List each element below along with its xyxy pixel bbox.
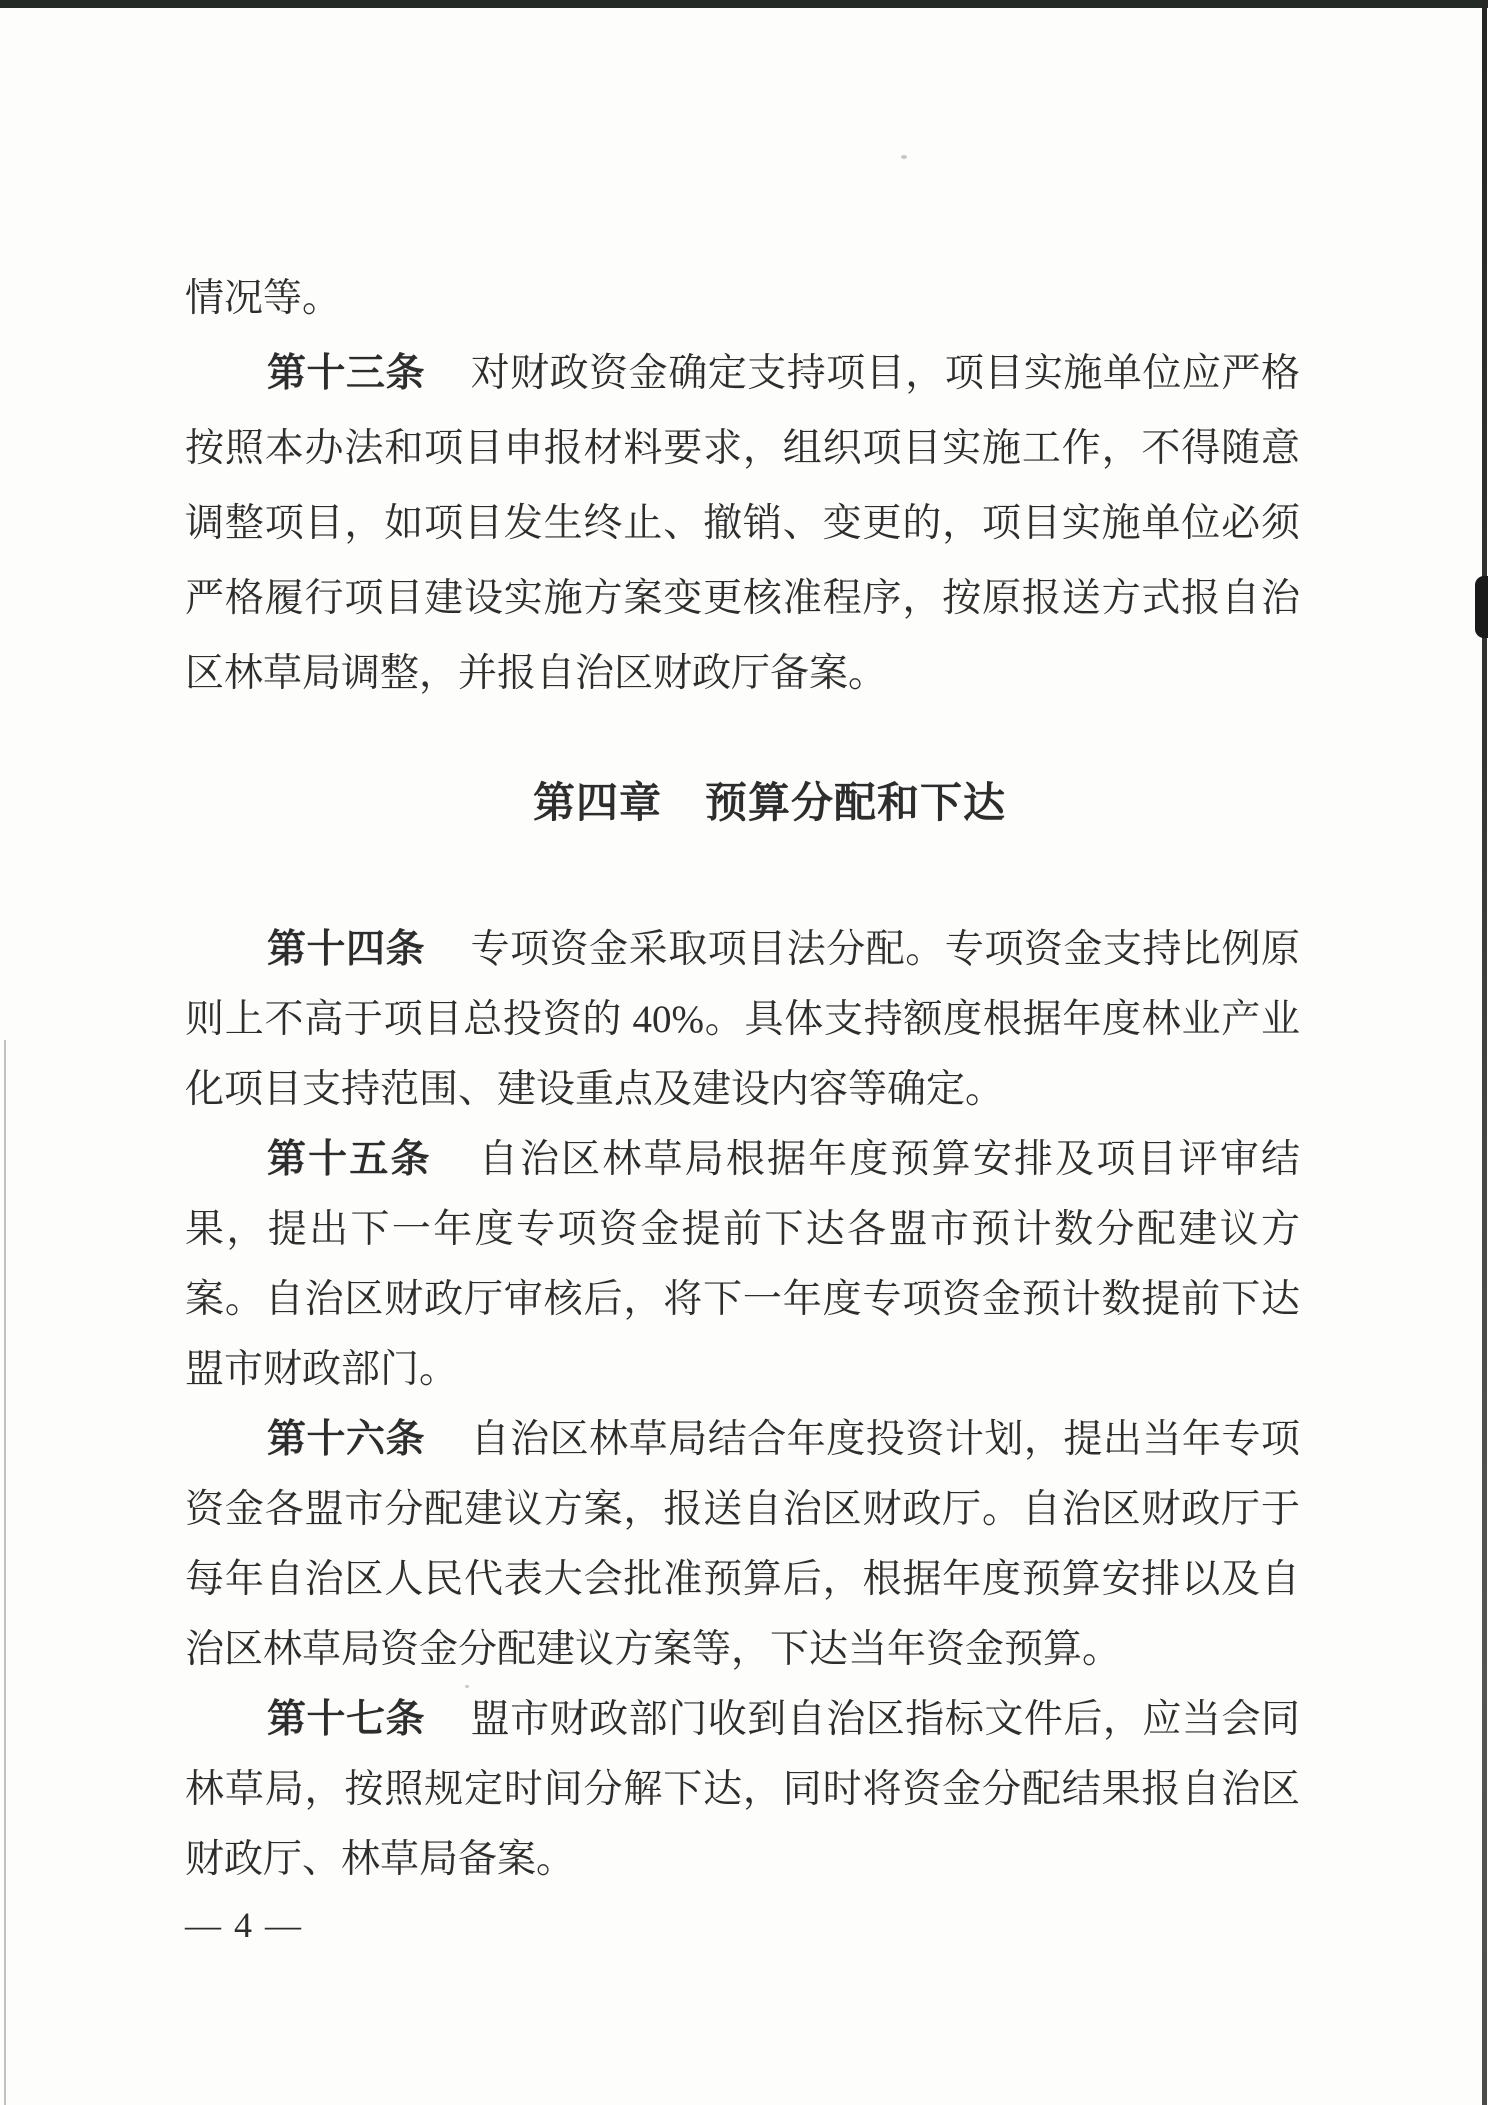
article-16-line-2: 资金各盟市分配建议方案，报送自治区财政厅。自治区财政厅于 [185, 1488, 1300, 1531]
article-14-line-1 [185, 915, 1300, 985]
article-13-line-1 [185, 336, 1300, 411]
scan-speck [901, 155, 907, 159]
article-17-line-1 [185, 1685, 1300, 1755]
article-17-first-text: 盟市财政部门收到自治区指标文件后，应当会同 [470, 1698, 1300, 1741]
article-16-line-4: 治区林草局资金分配建议方案等，下达当年资金预算。 [185, 1628, 1122, 1671]
page-number: — 4 — [185, 1905, 303, 1945]
article-15-line-1 [185, 1125, 1300, 1195]
article-13-line-3: 调整项目，如项目发生终止、撤销、变更的，项目实施单位必须 [185, 502, 1300, 545]
article-17-label: 第十七条 [267, 1698, 426, 1741]
article-13-line-4: 严格履行项目建设实施方案变更核准程序，按原报送方式报自治 [185, 577, 1300, 620]
section-before-chapter [185, 261, 1300, 711]
article-14-first-text: 专项资金采取项目法分配。专项资金支持比例原 [470, 928, 1300, 971]
article-15-label: 第十五条 [267, 1138, 432, 1181]
article-15-first-text: 自治区林草局根据年度预算安排及项目评审结 [476, 1138, 1300, 1181]
section-after-chapter [185, 915, 1300, 1895]
article-14-line-3: 化项目支持范围、建设重点及建设内容等确定。 [185, 1068, 1005, 1111]
article-13-line-5: 区林草局调整，并报自治区财政厅备案。 [185, 652, 888, 695]
article-13-label: 第十三条 [267, 352, 426, 395]
scan-left-edge-line [4, 1040, 6, 2105]
article-16-label: 第十六条 [267, 1418, 426, 1461]
article-13-first-text: 对财政资金确定支持项目，项目实施单位应严格 [470, 352, 1300, 395]
article-16-first-text: 自治区林草局结合年度投资计划，提出当年专项 [470, 1418, 1300, 1461]
article-15-line-3: 案。自治区财政厅审核后，将下一年度专项资金预计数提前下达 [185, 1278, 1300, 1321]
article-16-line-1 [185, 1405, 1300, 1475]
article-15-line-4: 盟市财政部门。 [185, 1348, 459, 1391]
chapter-4-heading: 第四章 预算分配和下达 [532, 779, 1006, 826]
scan-right-edge-blob [1475, 576, 1488, 638]
scan-top-edge [0, 0, 1488, 8]
document-body [185, 261, 1300, 1945]
article-13-line-2: 按照本办法和项目申报材料要求，组织项目实施工作，不得随意 [185, 427, 1300, 470]
article-14-line-2: 则上不高于项目总投资的 40%。具体支持额度根据年度林业产业 [185, 998, 1300, 1041]
article-15-line-2: 果，提出下一年度专项资金提前下达各盟市预计数分配建议方 [185, 1208, 1300, 1251]
article-17-line-3: 财政厅、林草局备案。 [185, 1838, 576, 1881]
paragraph-continuation-line: 情况等。 [185, 277, 342, 320]
article-16-line-3: 每年自治区人民代表大会批准预算后，根据年度预算安排以及自 [185, 1558, 1300, 1601]
scan-right-edge-line [1482, 0, 1487, 2105]
article-17-line-2: 林草局，按照规定时间分解下达，同时将资金分配结果报自治区 [185, 1768, 1300, 1811]
article-14-label: 第十四条 [267, 928, 426, 971]
